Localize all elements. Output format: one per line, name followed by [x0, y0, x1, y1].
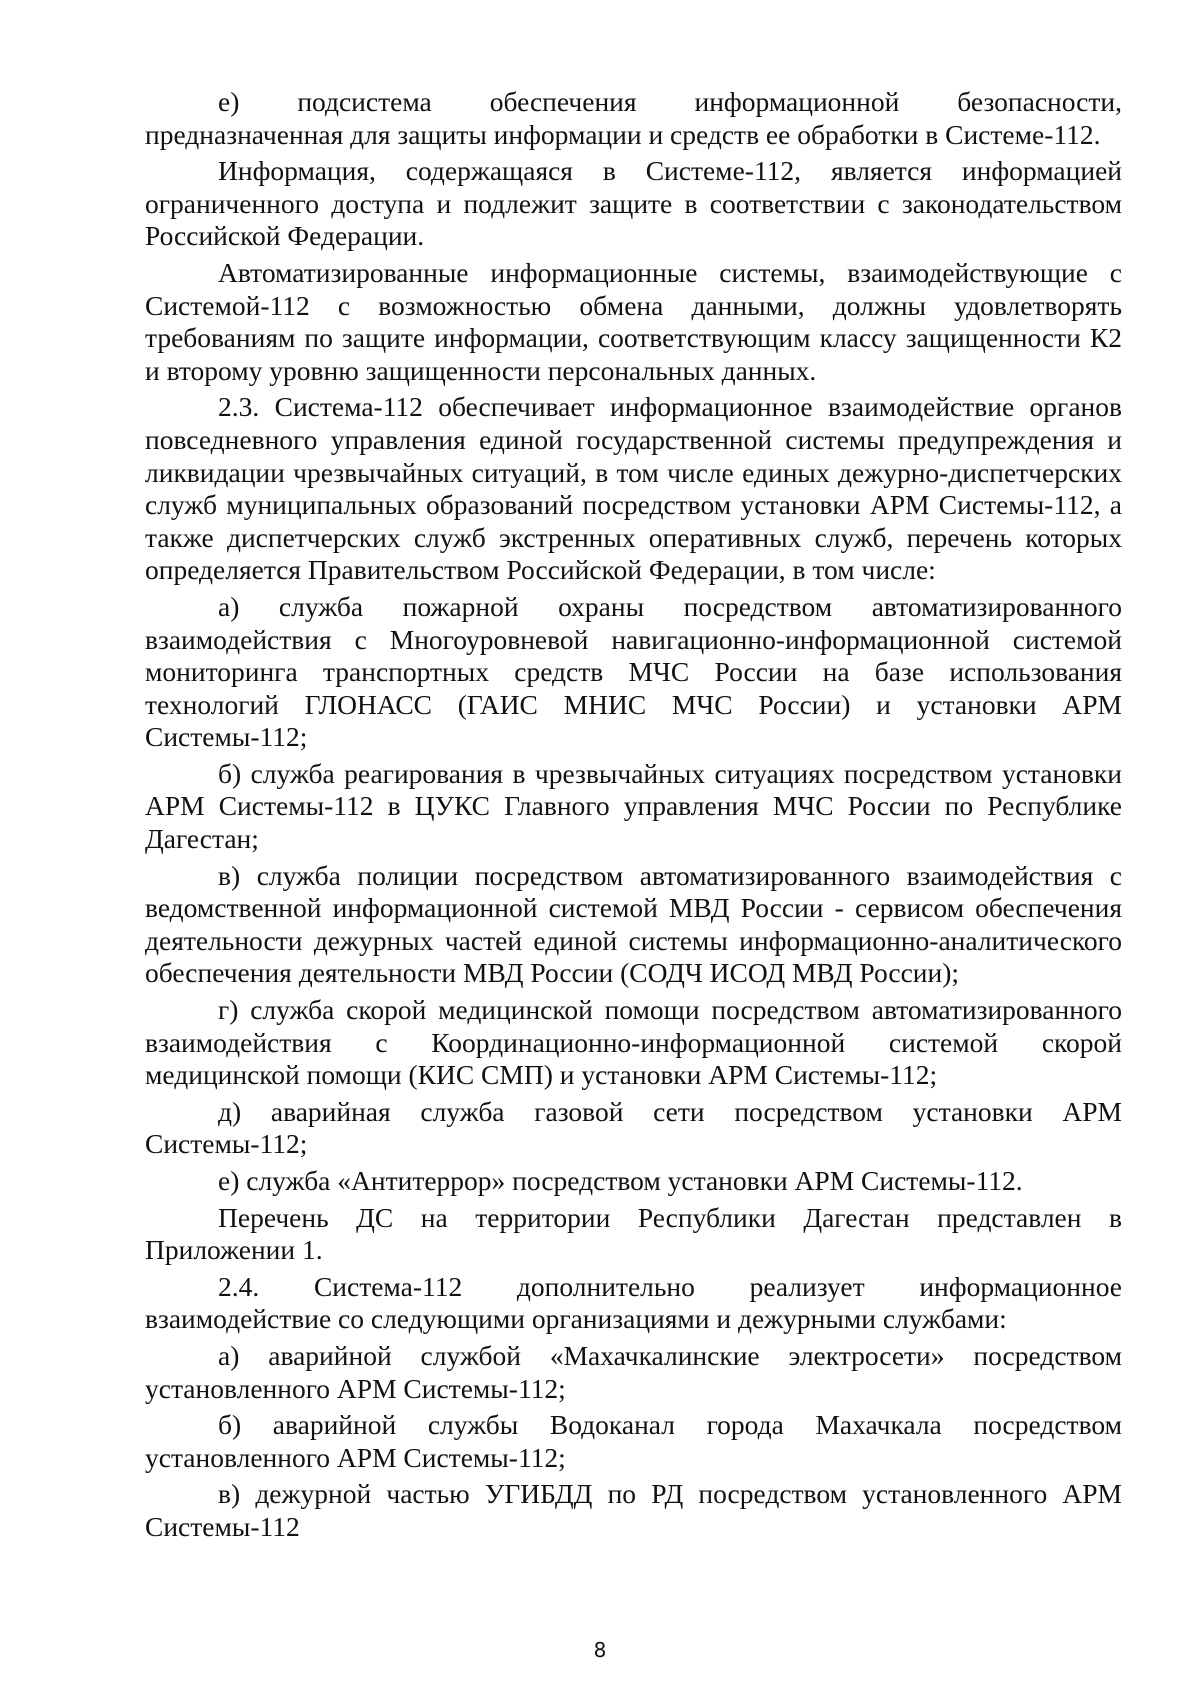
paragraph-info-security-subsystem: е) подсистема обеспечения информационной безопасности, предназначенная для защиты информации и средств ее обработки в Системе-112.: [145, 86, 1122, 150]
paragraph-police-service: в) служба полиции посредством автоматизированного взаимодействия с ведомственной информационной системой МВД России - сервисом обеспечения деятельности дежурных частей единой системы информационно-аналитического обеспечения деятельности МВД России (СОДЧ ИСОД МВД России);: [145, 859, 1122, 989]
page-number: 8: [593, 1638, 607, 1662]
document-body: [145, 86, 1122, 1548]
paragraph-ambulance-service: г) служба скорой медицинской помощи посредством автоматизированного взаимодействия с Координационно-информационной системой скорой медицинской помощи (КИС СМП) и установки АРМ Системы-112;: [145, 994, 1122, 1091]
paragraph-ds-list-appendix: Перечень ДС на территории Республики Дагестан представлен в Приложении 1.: [145, 1201, 1122, 1266]
paragraph-antiterror-service: е) служба «Антитеррор» посредством установки АРМ Системы-112.: [218, 1165, 1023, 1196]
paragraph-section-2-4: 2.4. Система-112 дополнительно реализует информационное взаимодействие со следующими организациями и дежурными службами:: [145, 1270, 1122, 1335]
paragraph-gas-emergency-service: д) аварийная служба газовой сети посредством установки АРМ Системы-112;: [145, 1095, 1122, 1160]
paragraph-emergency-response-service: б) служба реагирования в чрезвычайных ситуациях посредством установки АРМ Системы-112 в ЦУКС Главного управления МЧС России по Республике Дагестан;: [145, 757, 1122, 855]
paragraph-electric-grid-service: а) аварийной службой «Махачкалинские электросети» посредством установленного АРМ Системы-112;: [145, 1339, 1122, 1404]
paragraph-section-2-3: 2.3. Система-112 обеспечивает информационное взаимодействие органов повседневного управления единой государственной системы предупреждения и ликвидации чрезвычайных ситуаций, в том числе единых дежурно-диспетчерских служб муниципальных образований посредством установки АРМ Системы-112, а также диспетчерских служб экстренных оперативных служб, перечень которых определяется Правительством Российской Федерации, в том числе:: [145, 391, 1122, 586]
paragraph-water-utility-service: б) аварийной службы Водоканал города Махачкала посредством установленного АРМ Системы-112;: [145, 1409, 1122, 1473]
paragraph-automated-systems-requirements: Автоматизированные информационные системы, взаимодействующие с Системой-112 с возможностью обмена данными, должны удовлетворять требованиям по защите информации, соответствующим классу защищенности К2 и второму уровню защищенности персональных данных.: [145, 256, 1122, 386]
paragraph-fire-service: а) служба пожарной охраны посредством автоматизированного взаимодействия с Многоуровневой навигационно-информационной системой мониторинга транспортных средств МЧС России на базе использования технологий ГЛОНАСС (ГАИС МНИС МЧС России) и установки АРМ Системы-112;: [145, 590, 1122, 753]
paragraph-traffic-police-service: в) дежурной частью УГИБДД по РД посредством установленного АРМ Системы-112: [145, 1478, 1122, 1542]
paragraph-restricted-access: Информация, содержащаяся в Системе-112, является информацией ограниченного доступа и подлежит защите в соответствии с законодательством Российской Федерации.: [145, 155, 1122, 252]
